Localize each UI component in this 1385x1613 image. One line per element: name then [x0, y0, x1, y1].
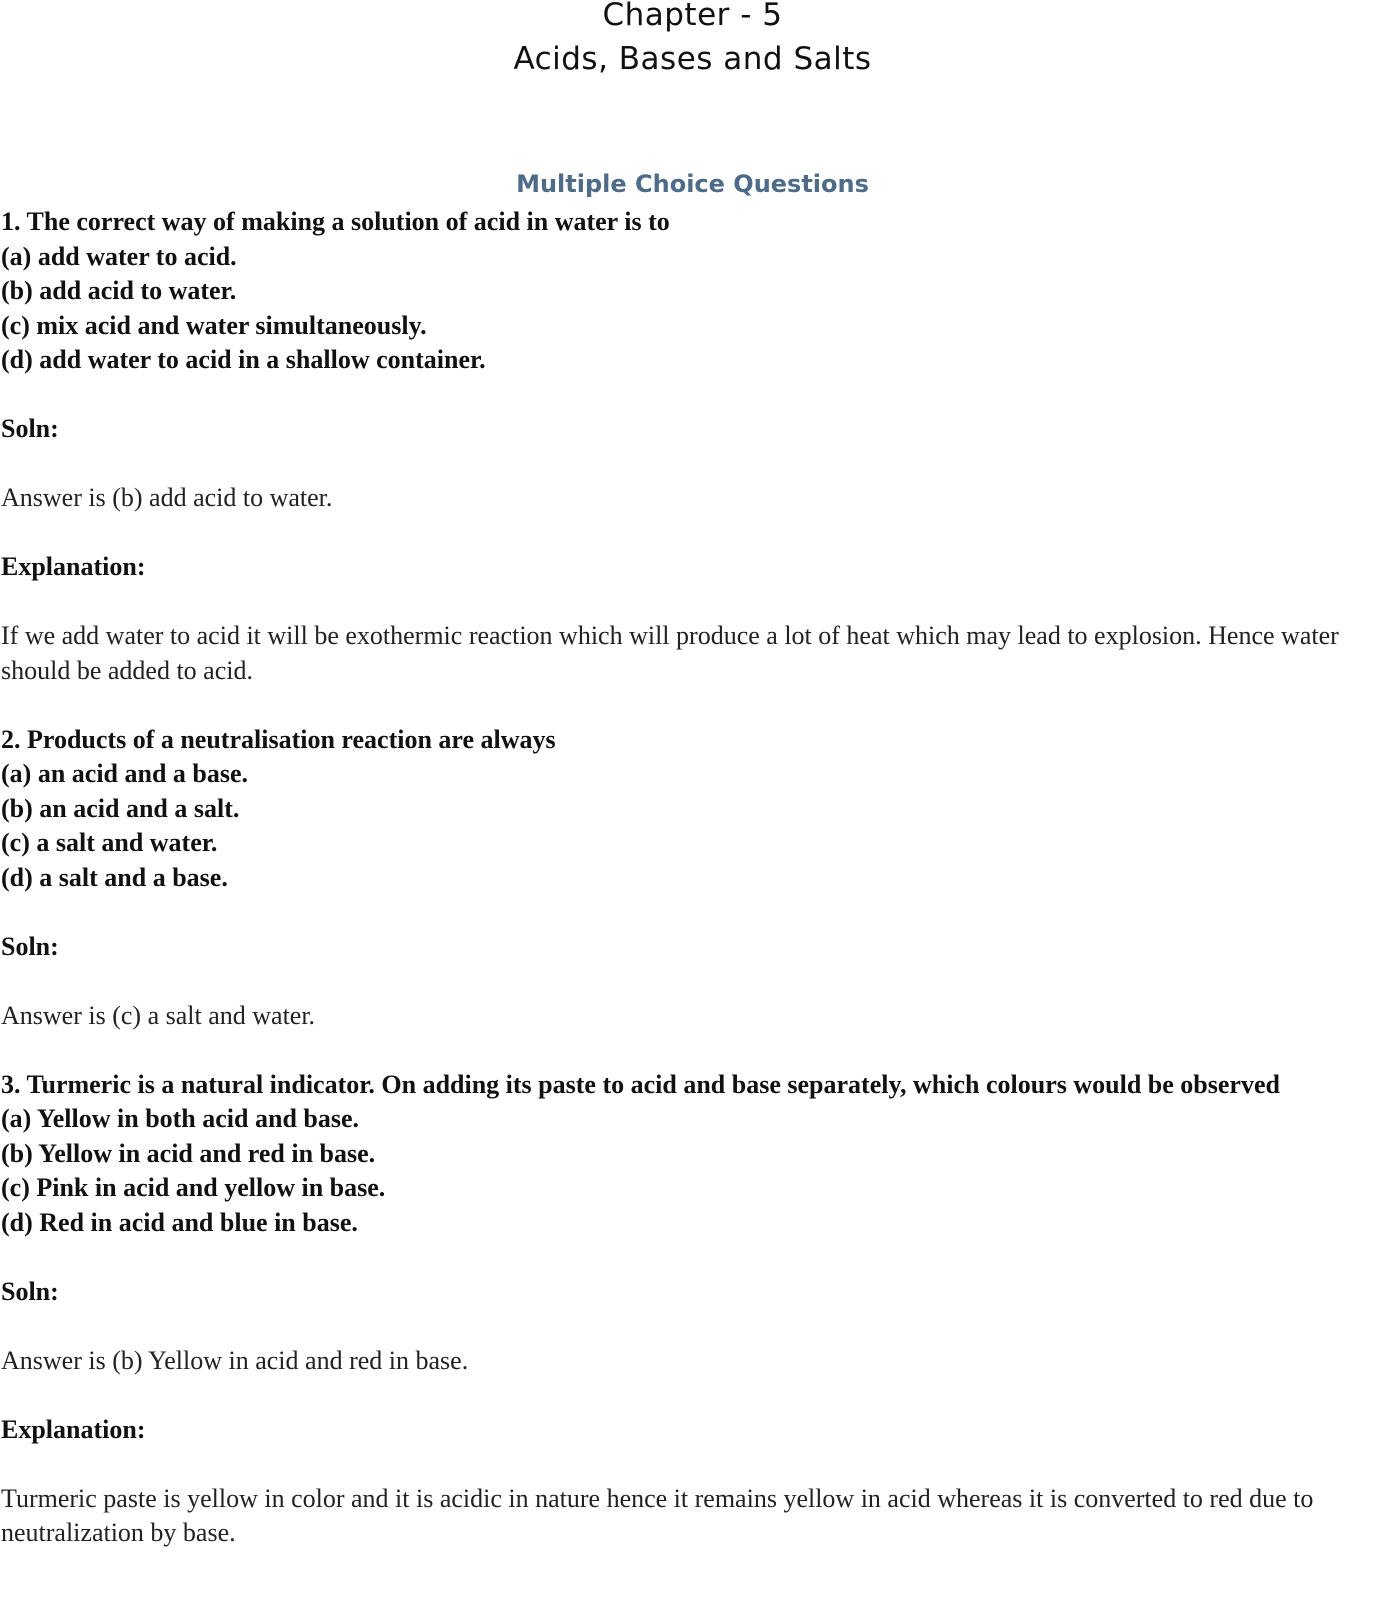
explanation-text: Turmeric paste is yellow in color and it is acidic in nature hence it remains yellow in acid whereas it is converted to red due to neutralization by base.: [1, 1483, 1314, 1547]
answer-text: Answer is (c) a salt and water.: [1, 1000, 316, 1030]
chapter-title: Acids, Bases and Salts: [513, 41, 872, 77]
answer-text: Answer is (b) add acid to water.: [1, 483, 333, 512]
question-3: [1, 1068, 1346, 1551]
soln-label: Soln:: [1, 931, 59, 961]
question-1: [1, 205, 1346, 723]
answer-text: Answer is (b) Yellow in acid and red in base.: [1, 1345, 469, 1375]
option-a: (a) add water to acid.: [1, 241, 237, 271]
option-c: (c) mix acid and water simultaneously.: [1, 310, 427, 340]
section-title: Multiple Choice Questions: [516, 170, 869, 198]
soln-label: Soln:: [1, 1276, 59, 1306]
questions-list: [1, 205, 1346, 1551]
option-a: (a) an acid and a base.: [1, 759, 249, 788]
question-stem: 2. Products of a neutralisation reaction are always: [1, 724, 556, 754]
option-d: (d) add water to acid in a shallow container.: [1, 345, 486, 374]
question-stem: 1. The correct way of making a solution of acid in water is to: [1, 207, 670, 236]
option-d: (d) a salt and a base.: [1, 862, 228, 892]
option-d: (d) Red in acid and blue in base.: [1, 1207, 358, 1237]
explanation-text: If we add water to acid it will be exothermic reaction which will produce a lot of heat which may lead to explosion. Hence water should be added to acid.: [1, 621, 1339, 685]
question-2: [1, 723, 1346, 1068]
option-b: (b) an acid and a salt.: [1, 793, 240, 823]
question-stem: 3. Turmeric is a natural indicator. On adding its paste to acid and base separately, which colours would be observed: [1, 1069, 1280, 1099]
soln-label: Soln:: [1, 414, 59, 443]
option-a: (a) Yellow in both acid and base.: [1, 1104, 360, 1133]
explanation-label: Explanation:: [1, 1414, 146, 1444]
chapter-number: Chapter - 5: [602, 0, 783, 33]
option-c: (c) a salt and water.: [1, 828, 218, 857]
option-b: (b) Yellow in acid and red in base.: [1, 1138, 376, 1168]
option-c: (c) Pink in acid and yellow in base.: [1, 1173, 386, 1202]
explanation-label: Explanation:: [1, 552, 146, 581]
option-b: (b) add acid to water.: [1, 276, 237, 305]
